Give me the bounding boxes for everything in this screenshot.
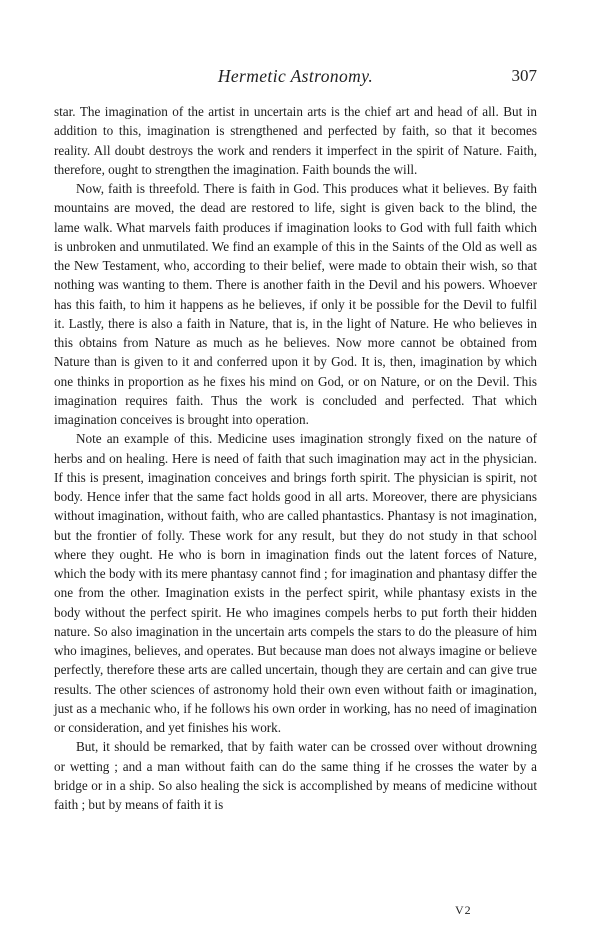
- body-text: [54, 102, 537, 814]
- paragraph-medicine-example: Note an example of this. Medicine uses imagination strongly fixed on the nature of herbs and on healing. Here is need of faith that such imagination may act in the physician. If this is present, imagination conceives and brings forth spirit. The physician is spirit, not body. Hence infer that the same fact holds good in all arts. Moreover, there are physicians without imagination, without faith, who are called phantastics. Phantasy is not imagination, but the frontier of folly. These work for any result, but they do not study in that school where they ought. He who is born in imagination finds out the latent forces of Nature, which the body with its mere phantasy cannot find ; for imagination and phantasy differ the one from the other. Imagination exists in the perfect spirit, while phantasy exists in the body without the perfect spirit. He who imagines compels herbs to put forth their hidden nature. So also imagination in the uncertain arts compels the stars to do the pleasure of him who imagines, believes, and operates. But because man does not always imagine or believe perfectly, therefore these arts are called uncertain, though they are certain and can give true results. The other sciences of astronomy hold their own even without faith or imagination, just as a mechanic who, if he follows his own order in working, has no need of imagination or consideration, and yet finishes his work.: [54, 431, 537, 735]
- running-title: Hermetic Astronomy.: [217, 66, 374, 86]
- paragraph-faith-threefold: Now, faith is threefold. There is faith in God. This produces what it believes. By faith mountains are moved, the dead are restored to life, sight is given back to the blind, the lame walk. What marvels faith produces if imagination looks to God with full faith which is unbroken and unmutilated. We find an example of this in the Saints of the Old as well as the New Testament, who, according to their belief, were made to obtain their wish, so that nothing was wanting to them. There is another faith in the Devil and his powers. Whoever has this faith, to him it happens as he believes, if only it be possible for the Devil to fulfil it. Lastly, there is also a faith in Nature, that is, in the light of Nature. He who believes in this obtains from Nature as much as he believes. Now more cannot be obtained from Nature than is given to it and conferred upon it by God. It is, then, imagination by which one thinks in proportion as he fixes his mind on God, or on Nature, or on the Devil. This imagination requires faith. Thus the work is concluded and perfected. That which imagination conceives is brought into operation.: [54, 181, 537, 427]
- paragraph-continuation: star. The imagination of the artist in uncertain arts is the chief art and head of all. But in addition to this, imagination is strengthened and perfected by faith, so that it becomes reality. All doubt destroys the work and renders it imperfect in the spirit of Nature. Faith, therefore, ought to strengthen the imagination. Faith bounds the will.: [54, 104, 537, 177]
- signature-mark: V2: [455, 903, 472, 917]
- page-number: 307: [511, 66, 537, 85]
- book-page: [54, 66, 537, 814]
- paragraph-faith-water: But, it should be remarked, that by faith water can be crossed over without drowning or wetting ; and a man without faith can do the same thing if he crosses the water by a bridge or in a ship. So also healing the sick is accomplished by means of medicine without faith ; but by means of faith it is: [54, 739, 537, 812]
- running-head: [54, 66, 537, 102]
